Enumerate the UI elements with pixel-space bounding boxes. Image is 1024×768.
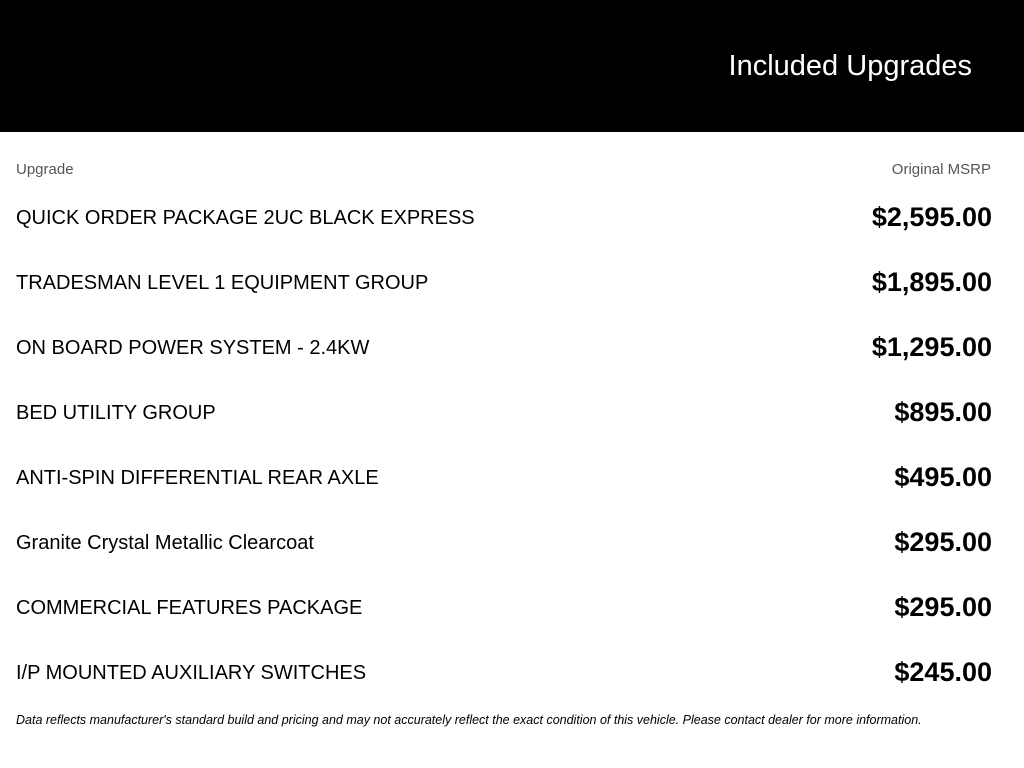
column-header-msrp: Original MSRP [891,161,991,178]
upgrades-list [16,185,992,705]
upgrade-price: $495.00 [894,462,992,492]
list-item [16,185,992,250]
upgrade-price: $1,295.00 [871,332,992,362]
list-item [16,380,992,445]
disclaimer-text: Data reflects manufacturer's standard build and pricing and may not accurately reflect the exact condition of this vehicle. Please contact dealer for more information. [16,713,922,727]
list-item [16,575,992,640]
upgrade-price: $1,895.00 [871,267,992,297]
header-banner [0,0,1024,132]
column-header-upgrade: Upgrade [16,161,74,178]
upgrade-name: COMMERCIAL FEATURES PACKAGE [16,597,363,619]
list-item [16,250,992,315]
upgrade-name: Granite Crystal Metallic Clearcoat [16,532,314,554]
list-item [16,640,992,705]
upgrade-price: $245.00 [894,657,992,687]
upgrade-price: $295.00 [894,527,992,557]
upgrade-name: BED UTILITY GROUP [16,402,216,424]
upgrade-name: QUICK ORDER PACKAGE 2UC BLACK EXPRESS [16,207,475,229]
upgrade-price: $295.00 [894,592,992,622]
upgrade-name: I/P MOUNTED AUXILIARY SWITCHES [16,662,367,684]
list-item [16,445,992,510]
list-item [16,510,992,575]
list-item [16,315,992,380]
upgrade-name: TRADESMAN LEVEL 1 EQUIPMENT GROUP [16,272,429,294]
upgrade-price: $895.00 [894,397,992,427]
upgrade-name: ON BOARD POWER SYSTEM - 2.4KW [16,337,370,359]
page-title: Included Upgrades [728,50,972,82]
upgrade-price: $2,595.00 [871,202,992,232]
upgrade-name: ANTI-SPIN DIFFERENTIAL REAR AXLE [16,467,379,489]
